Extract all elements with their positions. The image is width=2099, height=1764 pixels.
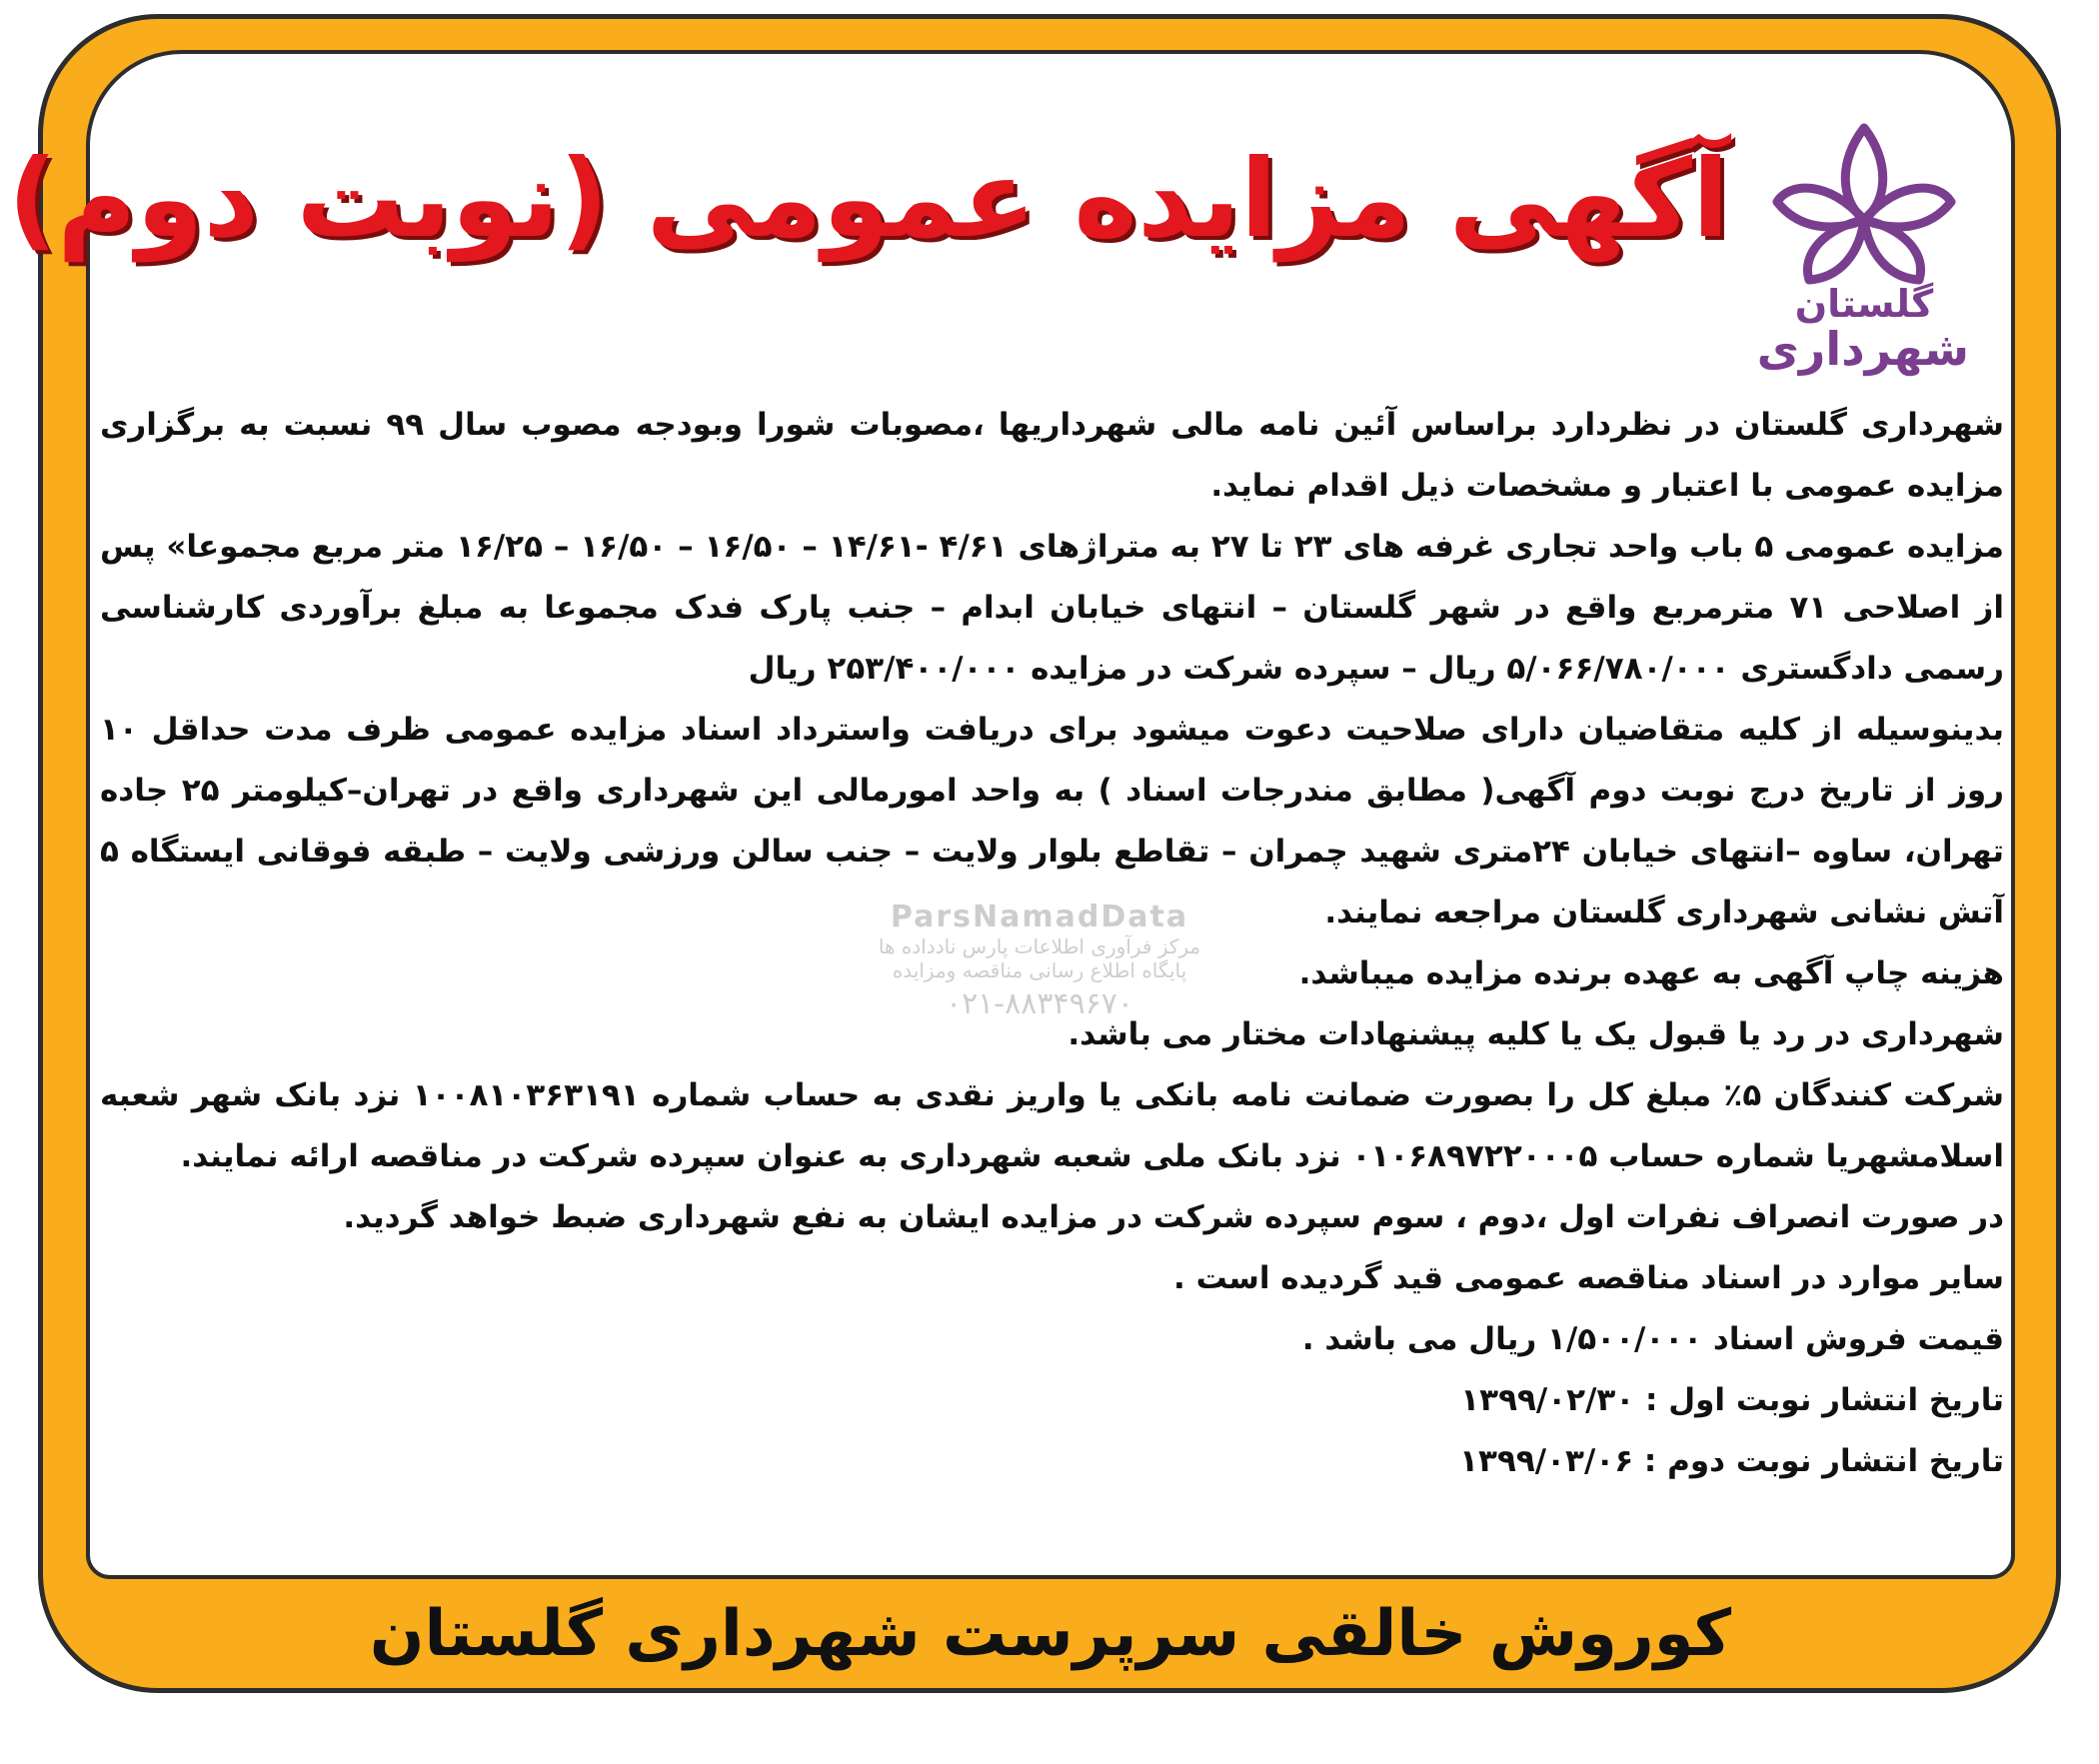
watermark-phone: ۰۲۱-۸۸۳۴۹۶۷۰ — [945, 986, 1134, 1021]
paragraph-invitation: بدینوسیله از کلیه متقاضیان دارای صلاحیت دعوت میشود برای دریافت واسترداد اسناد مزایده عمومی ظرف مدت حداقل ۱۰ روز از تاریخ درج نوبت دوم آگهی( مطابق مندرجات اسناد ) به واحد امورمالی این شهرداری واقع در تهران–کیلومتر ۲۵ جاده تهران، ساوه –انتهای خیابان ۲۴متری شهید چمران – تقاطع بلوار ولایت – جنب سالن ورزشی ولایت – طبقه فوقانی ایستگاه ۵ آتش نشانی شهرداری گلستان مراجعه نمایند. — [100, 712, 2005, 930]
paragraph-doc-price: قیمت فروش اسناد ۱/۵۰۰/۰۰۰ ریال می باشد . — [1301, 1321, 2004, 1357]
watermark-line3: پایگاه اطلاع رسانی مناقصه ومزایده — [892, 958, 1187, 982]
paragraph-other: سایر موارد در اسناد مناقصه عمومی قید گردیده است . — [1173, 1260, 2004, 1296]
paragraph-first-publish-date: تاریخ انتشار نوبت اول : ۱۳۹۹/۰۲/۳۰ — [1460, 1382, 2004, 1418]
notice-title: آگهی مزایده عمومی (نوبت دوم) — [7, 137, 1729, 262]
logo-text-golestan: گلستان — [1794, 282, 1934, 326]
municipality-logo — [1756, 110, 1969, 376]
watermark — [820, 899, 1259, 1021]
watermark-name: ParsNamadData — [890, 899, 1189, 934]
signature: کوروش خالقی سرپرست شهرداری گلستان — [369, 1597, 1732, 1671]
flower-icon — [1759, 110, 1969, 310]
paragraph-second-publish-date: تاریخ انتشار نوبت دوم : ۱۳۹۹/۰۳/۰۶ — [1459, 1443, 2004, 1479]
paragraph-deposit: شرکت کنندگان ۵٪ مبلغ کل را بصورت ضمانت نامه بانکی یا واریز نقدی به حساب شماره ۱۰۰۸۱۰۳۶۳۱۹۱ نزد بانک شهر شعبه اسلامشهریا شماره حساب ۰۱۰۶۸۹۷۲۲۰۰۰۵ نزد بانک ملی شعبه شهرداری به عنوان سپرده شرکت در مناقصه ارائه نمایند. — [100, 1077, 2004, 1174]
paragraph-rights: شهرداری در رد یا قبول یک یا کلیه پیشنهادات مختار می باشد. — [1067, 1016, 2004, 1052]
paragraph-print-cost: هزینه چاپ آگهی به عهده برنده مزایده میباشد. — [1298, 955, 2004, 991]
watermark-line2: مرکز فرآوری اطلاعات پارس نادداده ها — [878, 934, 1201, 958]
paragraph-forfeit: در صورت انصراف نفرات اول ،دوم ، سوم سپرده شرکت در مزایده ایشان به نفع شهرداری ضبط خواهد گردید. — [343, 1199, 2004, 1235]
logo-text-shahrdari: شهرداری — [1756, 322, 1969, 376]
paragraph-auction-details: مزایده عمومی ۵ باب واحد تجاری غرفه های ۲۳ تا ۲۷ به متراژهای ۴/۶۱ -۱۴/۶۱ – ۱۶/۵۰ – ۱۶/۵۰ – ۱۶/۲۵ متر مربع مجموعا» پس از اصلاحی ۷۱ مترمربع واقع در شهر گلستان – انتهای خیابان ابدام – جنب پارک فدک مجموعا به مبلغ برآوردی کارشناسی رسمی دادگستری ۵/۰۶۶/۷۸۰/۰۰۰ ریال – سپرده شرکت در مزایده ۲۵۳/۴۰۰/۰۰۰ ریال — [100, 529, 2004, 687]
paragraph-intro: شهرداری گلستان در نظردارد براساس آئین نامه مالی شهرداریها ،مصوبات شورا وبودجه مصوب سال ۹۹ نسبت به برگزاری مزایده عمومی با اعتبار و مشخصات ذیل اقدام نماید. — [100, 407, 2005, 504]
